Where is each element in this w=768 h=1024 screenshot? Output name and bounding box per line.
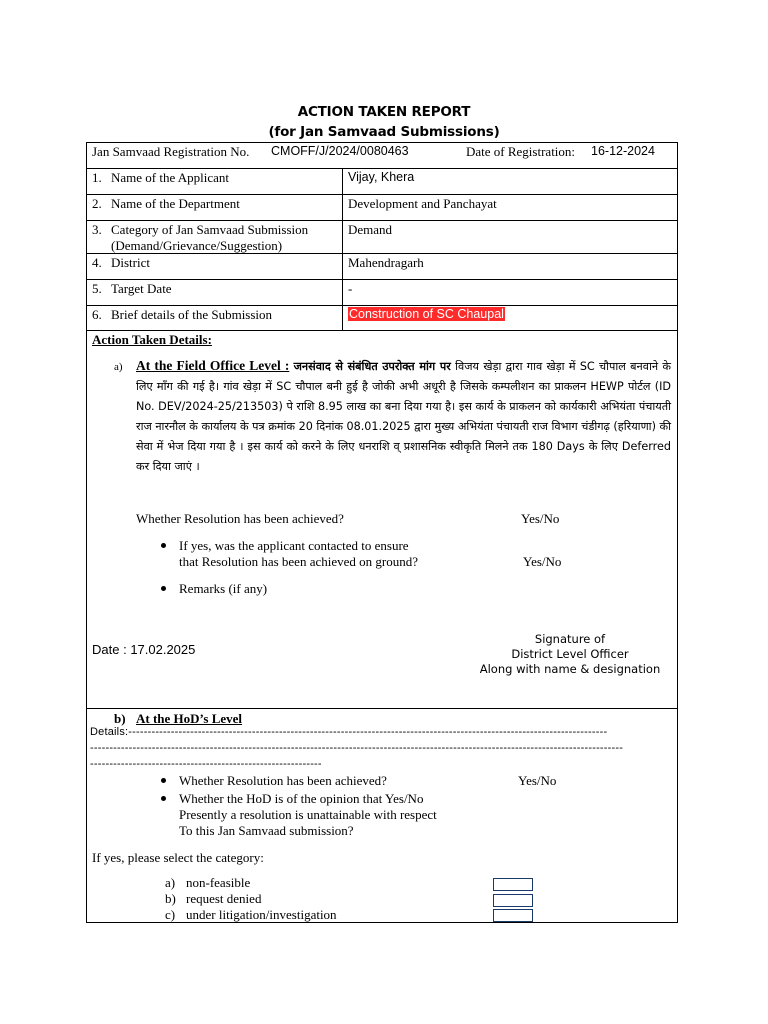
registration-date: 16-12-2024	[591, 144, 655, 158]
row-divider	[86, 194, 678, 195]
department-label: Name of the Department	[111, 196, 240, 211]
signature-line2: District Level Officer	[511, 647, 629, 661]
category-marker: a)	[165, 875, 176, 890]
row-number: 4.	[92, 255, 102, 270]
contact-question-line2: that Resolution has been achieved on ground?	[179, 554, 418, 569]
hod-resolution-yes-no: Yes/No	[518, 773, 557, 788]
field-date-label: Date :	[92, 642, 127, 657]
category-request-denied-label: request denied	[186, 891, 262, 906]
row-divider	[86, 305, 678, 306]
category-value: Demand	[348, 222, 393, 237]
row-divider	[86, 279, 678, 280]
category-prompt: If yes, please select the category:	[92, 850, 264, 865]
field-date	[92, 642, 195, 657]
district-value: Mahendragarh	[348, 255, 424, 270]
action-taken-heading: Action Taken Details:	[92, 332, 212, 347]
hod-opinion-line3: To this Jan Samvaad submission?	[179, 823, 354, 838]
hod-marker: b)	[114, 711, 126, 726]
row-number: 6.	[92, 307, 102, 322]
category-litigation-checkbox[interactable]	[493, 909, 533, 922]
signature-line3: Along with name & designation	[479, 662, 661, 676]
report-subtitle: (for Jan Samvaad Submissions)	[268, 124, 500, 140]
field-office-paragraph	[136, 356, 671, 477]
row-divider	[86, 330, 678, 331]
row-number: 2.	[92, 196, 102, 211]
details-line3: ------------------------------------------------------------	[90, 758, 322, 770]
category-request-denied-checkbox[interactable]	[493, 894, 533, 907]
registration-number: CMOFF/J/2024/0080463	[271, 144, 409, 158]
resolution-question: Whether Resolution has been achieved?	[136, 511, 344, 526]
report-title: ACTION TAKEN REPORT	[297, 104, 471, 120]
field-date-value: 17.02.2025	[130, 642, 196, 657]
row-divider	[86, 168, 678, 169]
row-divider	[86, 708, 678, 709]
remarks-label: Remarks (if any)	[179, 581, 268, 596]
category-label-options: (Demand/Grievance/Suggestion)	[111, 238, 283, 253]
field-office-text: विजय खेड़ा द्वारा गाव खेड़ा में SC चौपाल बनवाने के लिए माँग की गई है। गांव खेड़ा में SC चौपाल बनी हुई है जोकी अभी अधूरी है जिसके कम्पलीशन का प्राकलन HEWP पोर्टल (ID No. DEV/2024-25/213503) पे राशि 8.95 लाख का बना दिया गया है। इस कार्य के प्राकलन को कार्यकारी अभियंता पंचायती राज नारनौल के कार्यालय के पत्र क्रमांक 20 दिनांक 08.01.2025 द्वारा मुख्य अभियंता पंचायती राज विभाग चंडीगढ़ (हरियाणा) की सेवा में भेज दिया गया है । इस कार्य को करने के लिए धनराशि व् प्रशासनिक स्वीकृति मिलने तक 180 Days के लिए Deferred कर दिया जाएं ।	[136, 360, 671, 473]
applicant-label: Name of the Applicant	[111, 170, 230, 185]
contact-question-line1: If yes, was the applicant contacted to ensure	[179, 538, 409, 553]
details-line2: ------------------------------------------------------------------------------------------------------------------------------------------	[90, 742, 624, 754]
applicant-value: Vijay, Khera	[348, 170, 415, 184]
column-divider	[342, 168, 343, 330]
row-number: 1.	[92, 170, 102, 185]
registration-label: Jan Samvaad Registration No.	[92, 144, 250, 159]
bullet-icon	[161, 543, 166, 548]
category-non-feasible-label: non-feasible	[186, 875, 251, 890]
brief-details-label: Brief details of the Submission	[111, 307, 273, 322]
category-marker: c)	[165, 907, 176, 922]
bullet-icon	[161, 796, 166, 801]
row-number: 5.	[92, 281, 102, 296]
target-date-label: Target Date	[111, 281, 172, 296]
signature-line1: Signature of	[534, 632, 606, 646]
resolution-yes-no: Yes/No	[521, 511, 560, 526]
details-line1: Details:----------------------------------------------------------------------------------------------------------------------------	[90, 726, 608, 738]
contact-yes-no: Yes/No	[523, 554, 562, 569]
category-non-feasible-checkbox[interactable]	[493, 878, 533, 891]
bullet-icon	[161, 586, 166, 591]
category-marker: b)	[165, 891, 176, 906]
bullet-icon	[161, 778, 166, 783]
hod-opinion-line2: Presently a resolution is unattainable with respect	[179, 807, 437, 822]
target-date-value: -	[348, 281, 353, 296]
hod-resolution-question: Whether Resolution has been achieved?	[179, 773, 387, 788]
brief-details-value: Construction of SC Chaupal	[349, 307, 504, 321]
field-office-marker: a)	[114, 361, 123, 373]
hod-label: At the HoD’s Level	[136, 711, 243, 726]
category-label: Category of Jan Samvaad Submission	[111, 222, 309, 237]
field-office-bold-text: जनसंवाद से संबंधित उपरोक्त मांग पर	[293, 360, 451, 373]
field-office-label: At the Field Office Level :	[136, 358, 290, 373]
details-label: Details:	[90, 726, 129, 738]
hod-opinion-line1: Whether the HoD is of the opinion that Yes/No	[179, 791, 424, 806]
row-number: 3.	[92, 222, 102, 237]
category-litigation-label: under litigation/investigation	[186, 907, 337, 922]
department-value: Development and Panchayat	[348, 196, 497, 211]
registration-date-label: Date of Registration:	[466, 144, 576, 159]
row-divider	[86, 220, 678, 221]
district-label: District	[111, 255, 150, 270]
